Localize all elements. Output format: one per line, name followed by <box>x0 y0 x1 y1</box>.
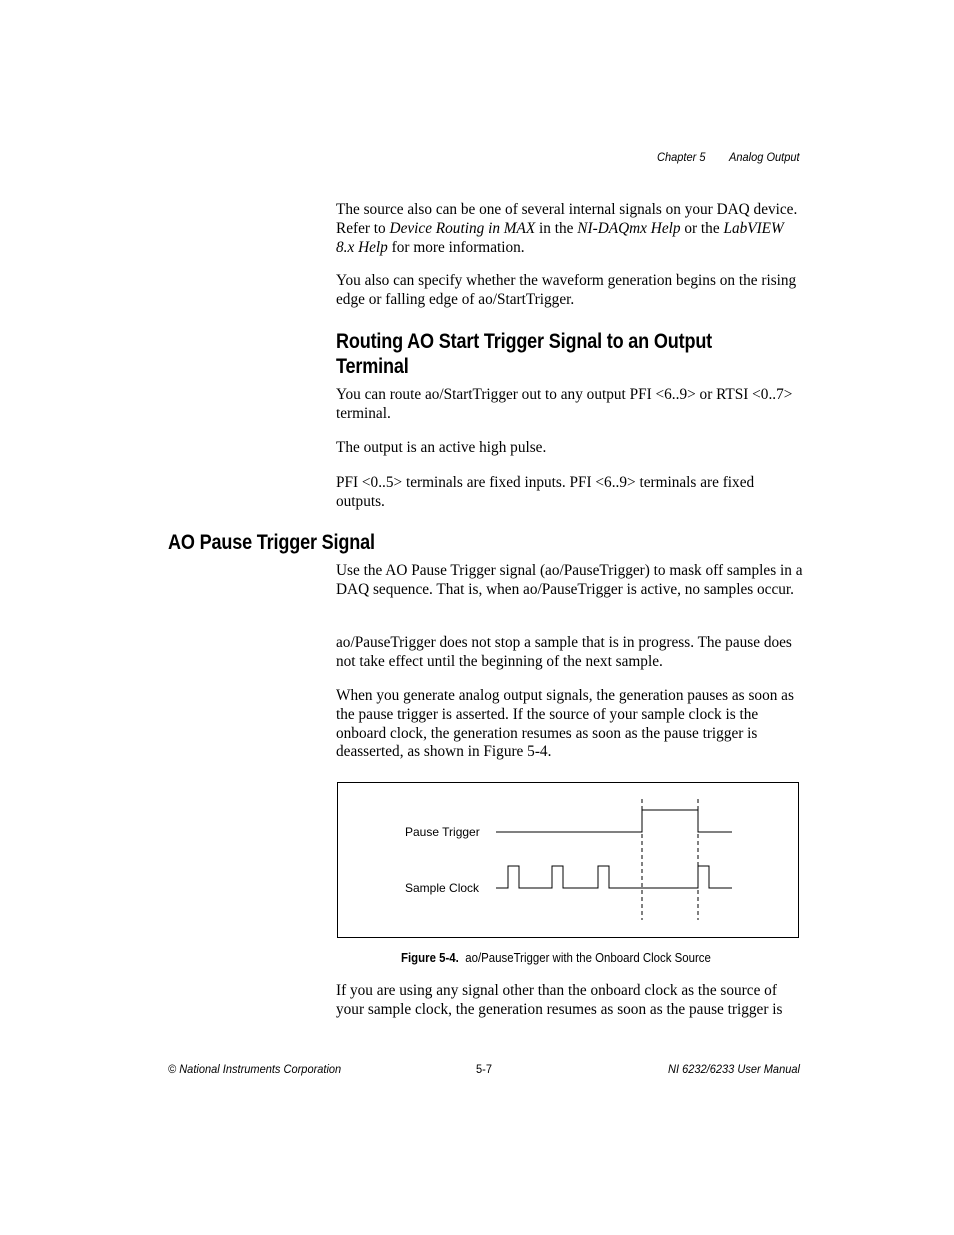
paragraph-pause-asserted: When you generate analog output signals, the generation pauses as soon as the pause trigger is asserted. If the source of your sample clock is the onboard clock, the generation resumes as soon as the pause trigger is deasserted, as shown in Figure 5-4. <box>336 687 794 761</box>
reference-daqmx-help: NI-DAQmx Help <box>577 219 681 237</box>
figure-caption <box>401 950 711 965</box>
running-header-section: Analog Output <box>729 150 800 164</box>
figure-caption-text: ao/PauseTrigger with the Onboard Clock Source <box>465 950 711 965</box>
heading-pause-trigger: AO Pause Trigger Signal <box>168 531 375 554</box>
reference-labview-help: LabVIEW 8.x Help <box>336 219 784 256</box>
paragraph-route-output: You can route ao/StartTrigger out to any output PFI <6..9> or RTSI <0..7> terminal. <box>336 386 793 422</box>
signal-label-pause-trigger: Pause Trigger <box>405 825 480 839</box>
footer-copyright: © National Instruments Corporation <box>168 1062 342 1076</box>
paragraph-pause-intro: Use the AO Pause Trigger signal (ao/PauseTrigger) to mask off samples in a DAQ sequence. That is, when ao/PauseTrigger is active, no samples occur. <box>336 562 803 598</box>
sample-clock-waveform <box>496 866 732 888</box>
timing-waveforms <box>338 783 798 937</box>
paragraph-pfi-terminals: PFI <0..5> terminals are fixed inputs. PFI <6..9> terminals are fixed outputs. <box>336 474 755 510</box>
paragraph-other-clock: If you are using any signal other than the onboard clock as the source of your sample clock, the generation resumes as soon as the pause trigger is <box>336 982 783 1018</box>
heading-routing <box>336 330 712 379</box>
text-run: The source also can be one of several internal signals on your DAQ device. Refer to <box>336 201 798 237</box>
footer-manual-title: NI 6232/6233 User Manual <box>668 1062 800 1076</box>
figure-timing-diagram <box>337 782 799 938</box>
paragraph-edge: You also can specify whether the waveform generation begins on the rising edge or falling edge of ao/StartTrigger. <box>336 272 797 308</box>
text-run: in the <box>535 219 578 237</box>
footer-page-number: 5-7 <box>476 1062 492 1076</box>
paragraph-pause-progress: ao/PauseTrigger does not stop a sample that is in progress. The pause does not take effect until the beginning of the next sample. <box>336 634 792 670</box>
text-run: for more information. <box>387 238 525 256</box>
running-header-chapter: Chapter 5 <box>657 150 706 164</box>
reference-device-routing: Device Routing in MAX <box>389 219 536 237</box>
pause-trigger-waveform <box>496 810 732 832</box>
paragraph-internal-signals <box>336 201 804 257</box>
heading-routing-line2: Terminal <box>336 354 409 378</box>
figure-caption-number: Figure 5-4. <box>401 950 459 965</box>
heading-routing-line1: Routing AO Start Trigger Signal to an Output <box>336 330 713 353</box>
text-run: or the <box>680 219 724 237</box>
paragraph-active-high: The output is an active high pulse. <box>336 439 547 456</box>
signal-label-sample-clock: Sample Clock <box>405 881 480 895</box>
